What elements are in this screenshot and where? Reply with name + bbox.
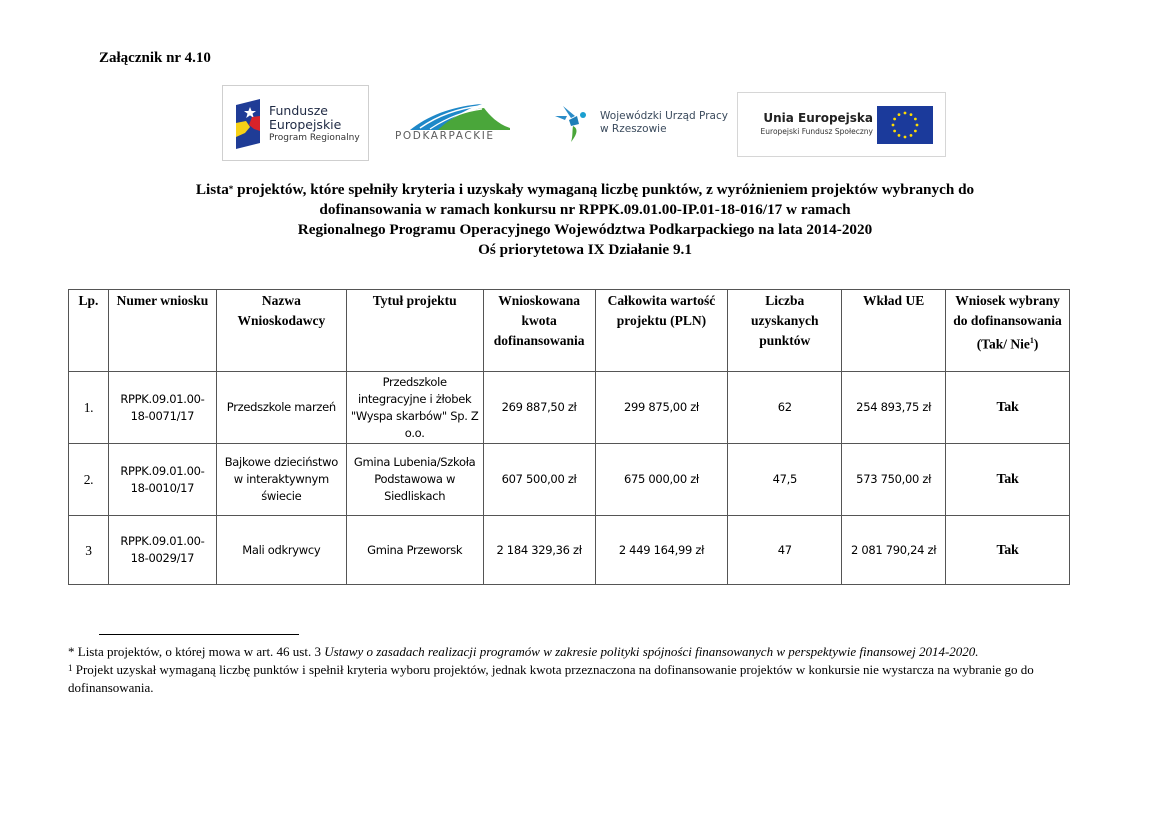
eu-star-icon bbox=[893, 118, 896, 121]
cell-nazwa: Przedszkole marzeń bbox=[216, 372, 346, 444]
cell-wybrany: Tak bbox=[946, 444, 1070, 516]
fe-line3: Program Regionalny bbox=[269, 133, 360, 143]
cell-wybrany: Tak bbox=[946, 372, 1070, 444]
footnotes bbox=[68, 643, 1068, 697]
cell-kwota: 269 887,50 zł bbox=[483, 372, 595, 444]
wup-bird-icon bbox=[553, 102, 595, 144]
fe-line1: Fundusze bbox=[269, 103, 328, 118]
cell-lp: 1. bbox=[69, 372, 109, 444]
cell-wklad: 573 750,00 zł bbox=[842, 444, 946, 516]
cell-punkty: 47 bbox=[728, 516, 842, 585]
fundusze-europejskie-logo bbox=[222, 85, 369, 161]
wup-logo bbox=[553, 98, 738, 148]
header-numer-wniosku: Numer wniosku bbox=[108, 290, 216, 372]
header-liczba-punktow: Liczba uzyskanych punktów bbox=[728, 290, 842, 372]
footnote-1: $^1$ Projekt uzyskał wymaganą liczbę punktów i spełnił kryteria wyboru projektów, jednak kwota przeznaczona na dofinansowanie projektów w konkursie nie wystarcza na wybranie go do dofinansowania. bbox=[68, 662, 1034, 695]
header-lp: Lp. bbox=[69, 290, 109, 372]
eu-star-icon bbox=[892, 124, 895, 127]
table-row bbox=[69, 372, 1070, 444]
cell-wartosc: 2 449 164,99 zł bbox=[595, 516, 728, 585]
cell-wartosc: 299 875,00 zł bbox=[595, 372, 728, 444]
eu-star-icon bbox=[898, 113, 901, 116]
podkarpackie-text: PODKARPACKIE bbox=[395, 130, 495, 142]
eu-star-icon bbox=[910, 134, 913, 137]
header-calkowita-wartosc: Całkowita wartość projektu (PLN) bbox=[595, 290, 728, 372]
ue-line2: Europejski Fundusz Społeczny bbox=[760, 127, 873, 136]
table-row bbox=[69, 444, 1070, 516]
eu-star-icon bbox=[898, 134, 901, 137]
cell-nazwa: Bajkowe dzieciństwo w interaktywnym świecie bbox=[216, 444, 346, 516]
header-tytul-projektu: Tytuł projektu bbox=[346, 290, 483, 372]
table-row bbox=[69, 516, 1070, 585]
header-wniosek-wybrany: Wniosek wybrany do dofinansowania (Tak/ Nie$^1$) bbox=[946, 290, 1070, 372]
fe-line2: Europejskie bbox=[269, 117, 342, 132]
cell-kwota: 607 500,00 zł bbox=[483, 444, 595, 516]
cell-numer: RPPK.09.01.00-18-0010/17 bbox=[108, 444, 216, 516]
title-line-1: Lista* projektów, które spełniły kryteria i uzyskały wymaganą liczbę punktów, z wyróżnieniem projektów wybranych do bbox=[195, 181, 975, 198]
unia-europejska-logo bbox=[737, 92, 946, 157]
cell-punkty: 47,5 bbox=[728, 444, 842, 516]
cell-lp: 2. bbox=[69, 444, 109, 516]
eu-star-icon bbox=[914, 118, 917, 121]
cell-tytul: Gmina Przeworsk bbox=[346, 516, 483, 585]
fundusze-europejskie-flag-icon bbox=[236, 99, 260, 149]
eu-flag-icon bbox=[877, 106, 933, 144]
eu-star-icon bbox=[904, 136, 907, 139]
title-line-4: Oś priorytetowa IX Działanie 9.1 bbox=[478, 241, 692, 258]
eu-star-icon bbox=[916, 124, 919, 127]
ue-line1: Unia Europejska bbox=[763, 111, 873, 125]
cell-tytul: Przedszkole integracyjne i żłobek "Wyspa skarbów" Sp. Z o.o. bbox=[346, 372, 483, 444]
cell-wartosc: 675 000,00 zł bbox=[595, 444, 728, 516]
header-nazwa-wnioskodawcy: Nazwa Wnioskodawcy bbox=[216, 290, 346, 372]
footnote-separator bbox=[99, 634, 299, 635]
podkarpackie-hills-icon bbox=[400, 102, 510, 130]
document-title bbox=[60, 180, 1110, 260]
eu-star-icon bbox=[893, 130, 896, 133]
eu-star-icon bbox=[914, 130, 917, 133]
cell-lp: 3 bbox=[69, 516, 109, 585]
eu-star-icon bbox=[910, 113, 913, 116]
cell-tytul: Gmina Lubenia/Szkoła Podstawowa w Siedliskach bbox=[346, 444, 483, 516]
podkarpackie-logo bbox=[390, 100, 515, 148]
projects-table bbox=[68, 289, 1070, 585]
cell-kwota: 2 184 329,36 zł bbox=[483, 516, 595, 585]
cell-wklad: 2 081 790,24 zł bbox=[842, 516, 946, 585]
attachment-label: Załącznik nr 4.10 bbox=[99, 50, 211, 66]
cell-numer: RPPK.09.01.00-18-0029/17 bbox=[108, 516, 216, 585]
cell-nazwa: Mali odkrywcy bbox=[216, 516, 346, 585]
cell-wklad: 254 893,75 zł bbox=[842, 372, 946, 444]
title-line-3: Regionalnego Programu Operacyjnego Województwa Podkarpackiego na lata 2014-2020 bbox=[297, 221, 873, 238]
header-wklad-ue: Wkład UE bbox=[842, 290, 946, 372]
cell-punkty: 62 bbox=[728, 372, 842, 444]
wup-line1: Wojewódzki Urząd Pracy bbox=[600, 110, 728, 122]
asterisk-mark: * bbox=[228, 184, 234, 194]
wup-line2: w Rzeszowie bbox=[600, 123, 667, 135]
cell-numer: RPPK.09.01.00-18-0071/17 bbox=[108, 372, 216, 444]
footnote-asterisk: * Lista projektów, o której mowa w art. 46 ust. 3 Ustawy o zasadach realizacji programów w zakresie polityki spójności finansowanych w perspektywie finansowej 2014-2020. bbox=[68, 644, 979, 659]
table-header-row bbox=[69, 290, 1070, 372]
title-line-2: dofinansowania w ramach konkursu nr RPPK.09.01.00-IP.01-18-016/17 w ramach bbox=[319, 201, 851, 218]
header-wnioskowana-kwota: Wnioskowana kwota dofinansowania bbox=[483, 290, 595, 372]
eu-star-icon bbox=[904, 112, 907, 115]
cell-wybrany: Tak bbox=[946, 516, 1070, 585]
